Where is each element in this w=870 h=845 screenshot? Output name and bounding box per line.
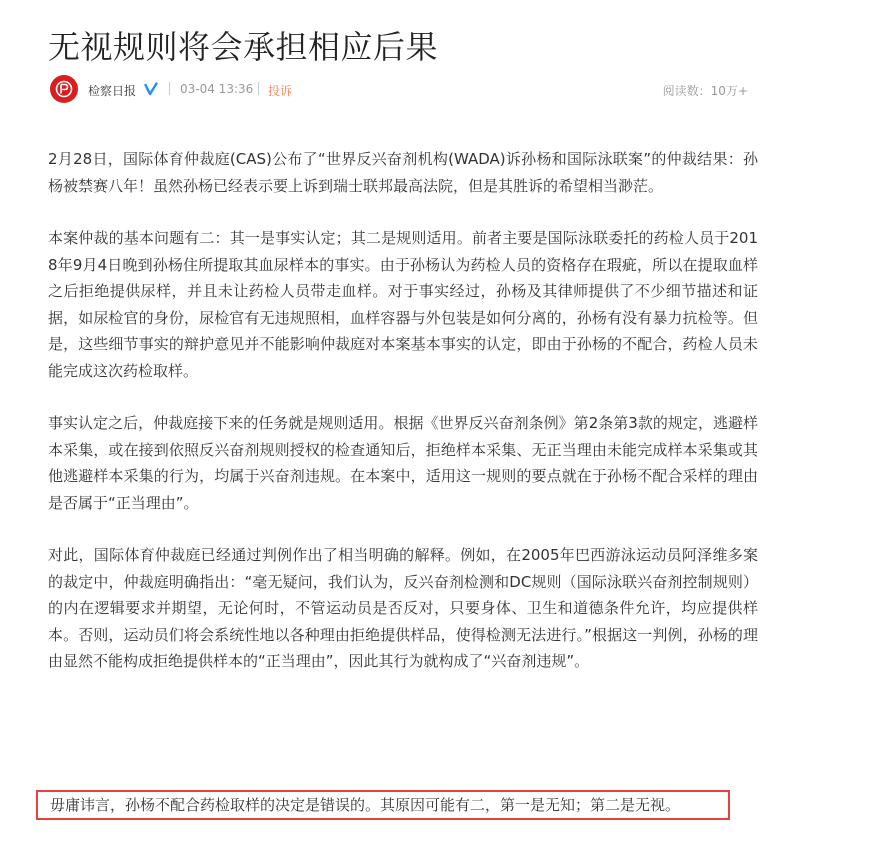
source-name[interactable]: 检察日报 [88,84,137,98]
highlighted-paragraph [36,790,730,820]
article-title: 无视规则将会承担相应后果 [48,28,439,66]
highlighted-text: 毋庸讳言，孙杨不配合药检取样的决定是错误的。其原因可能有二，第一是无知；第二是无视。 [50,796,681,814]
complain-link[interactable]: 投诉 [268,84,293,98]
source-avatar[interactable] [50,75,78,103]
newspaper-logo-icon [54,79,74,99]
verified-check-icon [144,82,158,96]
meta-divider [169,82,170,95]
article-body [48,146,758,701]
read-count: 阅读数：10万+ [662,84,748,98]
publish-time: 03-04 13:36 [180,82,254,96]
paragraph-4: 对此，国际体育仲裁庭已经通过判例作出了相当明确的解释。例如，在2005年巴西游泳运动员阿泽维多案的裁定中，仲裁庭明确指出：“毫无疑问，我们认为，反兴奋剂检测和DC规则（国际泳联兴奋剂控制规则）的内在逻辑要求并期望，无论何时，不管运动员是否反对，只要身体、卫生和道德条件允许，均应提供样本。否则，运动员们将会系统性地以各种理由拒绝提供样品，使得检测无法进行。”根据这一判例，孙杨的理由显然不能构成拒绝提供样本的“正当理由”，因此其行为就构成了“兴奋剂违规”。 [48,546,758,670]
paragraph-2: 本案仲裁的基本问题有二：其一是事实认定；其二是规则适用。前者主要是国际泳联委托的药检人员于2018年9月4日晚到孙杨住所提取其血尿样本的事实。由于孙杨认为药检人员的资格存在瑕疵，所以在提取血样之后拒绝提供尿样，并且未让药检人员带走血样。对于事实经过，孙杨及其律师提供了不少细节描述和证据，如尿检官的身份，尿检官有无违规照相，血样容器与外包装是如何分离的，孙杨有没有暴力抗检等。但是，这些细节事实的辩护意见并不能影响仲裁庭对本案基本事实的认定，即由于孙杨的不配合，药检人员未能完成这次药检取样。 [48,229,758,380]
paragraph-1: 2月28日，国际体育仲裁庭(CAS)公布了“世界反兴奋剂机构(WADA)诉孙杨和国际泳联案”的仲裁结果：孙杨被禁赛八年！虽然孙杨已经表示要上诉到瑞士联邦最高法院，但是其胜诉的希望相当渺茫。 [48,150,758,195]
meta-divider [258,82,259,95]
paragraph-3: 事实认定之后，仲裁庭接下来的任务就是规则适用。根据《世界反兴奋剂条例》第2条第3款的规定，逃避样本采集，或在接到依照反兴奋剂规则授权的检查通知后，拒绝样本采集、无正当理由未能完成样本采集或其他逃避样本采集的行为，均属于兴奋剂违规。在本案中，适用这一规则的要点就在于孙杨不配合采样的理由是否属于“正当理由”。 [48,414,758,512]
article-meta [48,74,748,104]
